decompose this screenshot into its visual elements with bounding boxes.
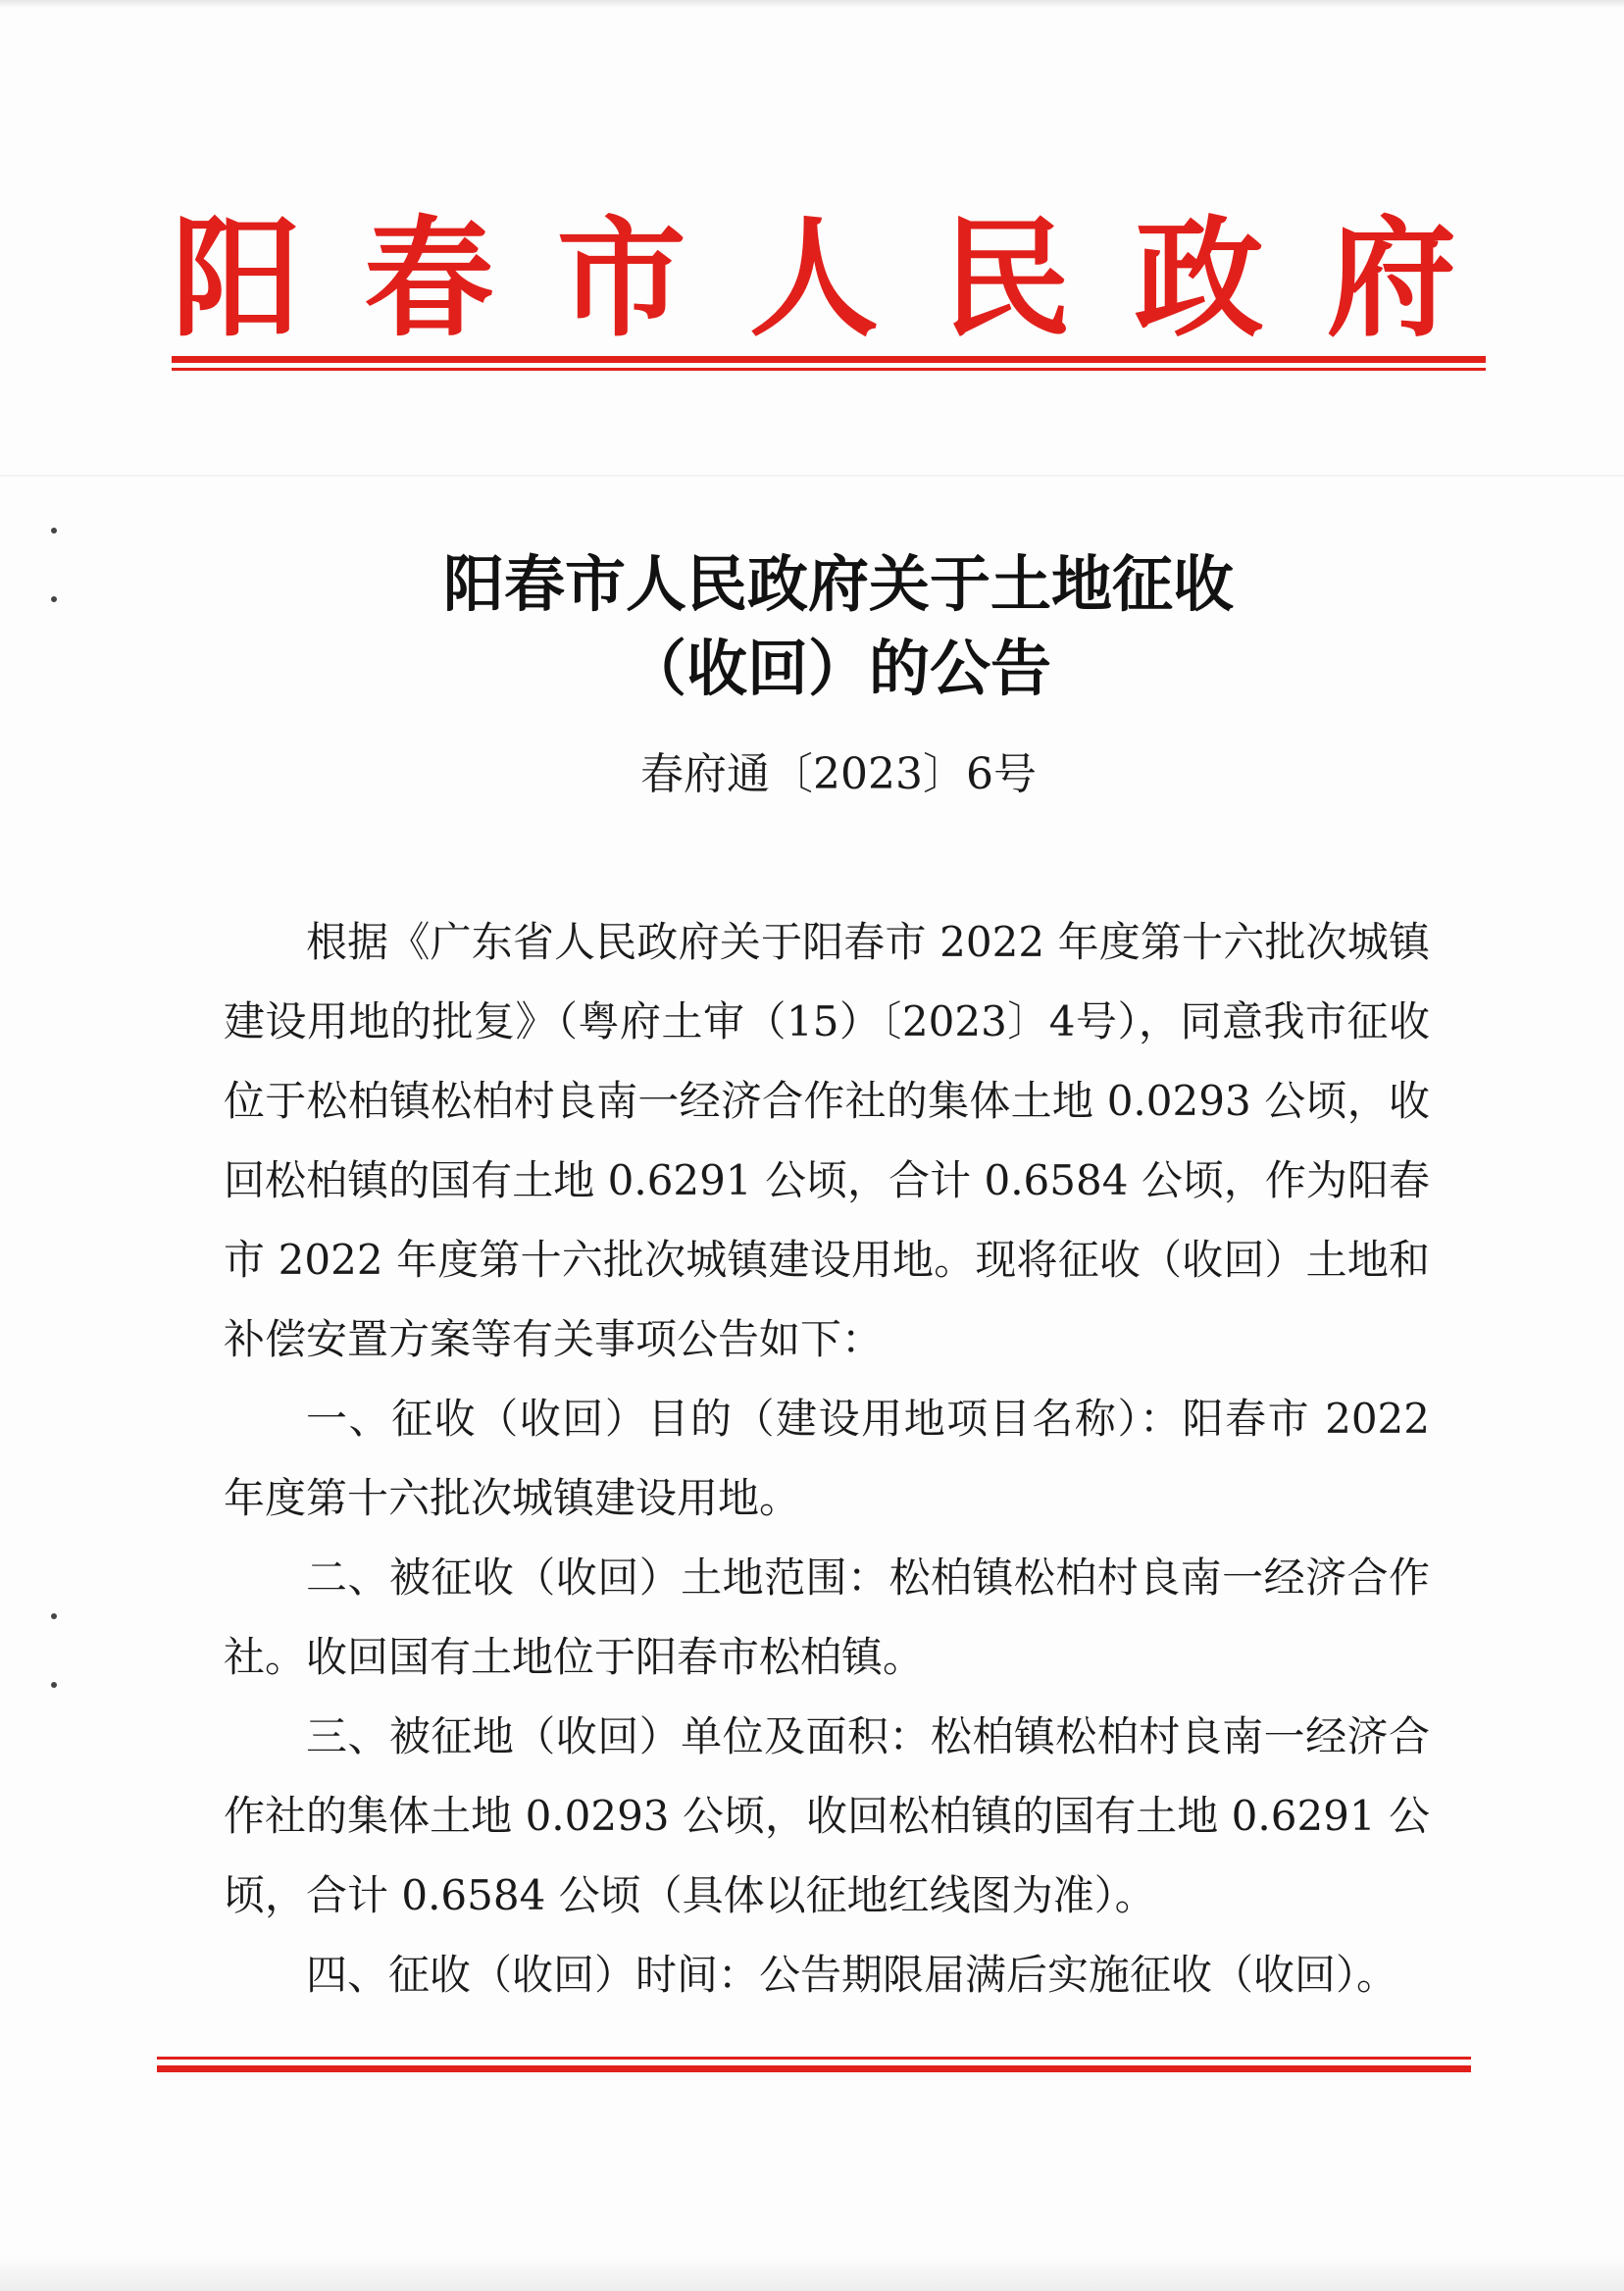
binding-hole-mark bbox=[51, 1682, 57, 1688]
masthead-character: 春 bbox=[364, 203, 494, 355]
body-paragraph: 四、征收（收回）时间：公告期限届满后实施征收（收回）。 bbox=[306, 1951, 1398, 1999]
body-paragraph: 二、被征收（收回）土地范围：松柏镇松柏村良南一经济合作社。收回国有土地位于阳春市松柏镇。 bbox=[224, 1553, 1430, 1681]
document-title-line-2: （收回）的公告 bbox=[625, 633, 1051, 705]
binding-hole-mark bbox=[51, 1613, 57, 1619]
footer-rule-thick bbox=[157, 2065, 1471, 2072]
binding-hole-mark bbox=[51, 596, 57, 602]
document-number: 春府通〔2023〕6号 bbox=[640, 749, 1037, 799]
footer-rule-thin bbox=[157, 2057, 1471, 2060]
scan-edge-top bbox=[0, 0, 1624, 8]
document-body bbox=[224, 902, 1430, 2014]
masthead-rule-thick bbox=[172, 356, 1486, 363]
masthead-character: 府 bbox=[1326, 203, 1456, 355]
scan-edge-bottom bbox=[0, 2256, 1624, 2291]
document-title-line-1: 阳春市人民政府关于土地征收 bbox=[442, 548, 1234, 621]
masthead-character: 人 bbox=[748, 203, 879, 355]
body-paragraph: 根据《广东省人民政府关于阳春市 2022 年度第十六批次城镇建设用地的批复》（粤府土审（15）〔2023〕4号），同意我市征收位于松柏镇松柏村良南一经济合作社的集体土地 0.0293 公顷，收回松柏镇的国有土地 0.6291 公顷，合计 0.6584 公顷，作为阳春市 2022 年度第十六批次城镇建设用地。现将征收（收回）土地和补偿安置方案等有关事项公告如下： bbox=[224, 918, 1430, 1363]
body-paragraph: 一、征收（收回）目的（建设用地项目名称）：阳春市 2022 年度第十六批次城镇建设用地。 bbox=[224, 1395, 1430, 1522]
masthead-character: 市 bbox=[556, 203, 686, 355]
paper-fold-line bbox=[0, 475, 1624, 477]
document-title bbox=[196, 542, 1481, 711]
masthead-character: 阳 bbox=[172, 203, 301, 355]
masthead-rule-thin bbox=[172, 368, 1486, 371]
binding-hole-mark bbox=[51, 528, 57, 534]
body-paragraph: 三、被征地（收回）单位及面积：松柏镇松柏村良南一经济合作社的集体土地 0.0293 公顷，收回松柏镇的国有土地 0.6291 公顷，合计 0.6584 公顷（具体以征地红线图为准）。 bbox=[224, 1712, 1430, 1919]
masthead-character: 民 bbox=[941, 203, 1072, 355]
masthead-character: 政 bbox=[1134, 203, 1264, 355]
issuer-masthead bbox=[172, 201, 1456, 358]
